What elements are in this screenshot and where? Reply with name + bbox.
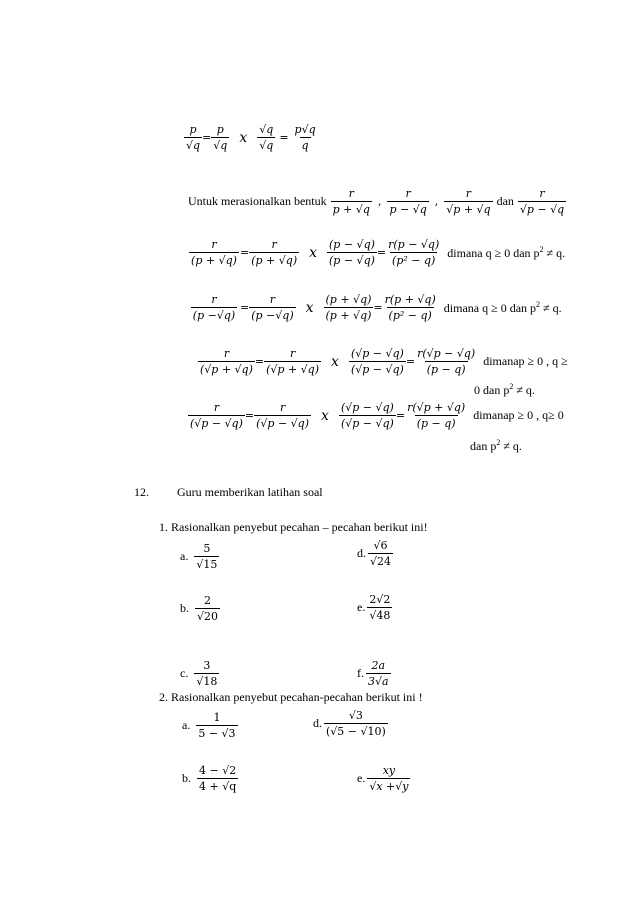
- exercise-item: a. $\frac{1}{5 - √3}$: [182, 711, 236, 740]
- times-sign: x: [305, 299, 314, 316]
- fraction: $\frac{r}{(√p - √q)}$: [190, 401, 243, 430]
- fraction: $\frac{√3}{(√5 - √10)}$: [326, 709, 386, 738]
- condition-text-continued: dan $p^2 \ne q$.: [470, 438, 522, 453]
- equals-sign: =: [405, 355, 416, 368]
- fraction: $\frac{r}{(p -√q)}$: [251, 293, 294, 322]
- fraction: $\frac{r}{(√p - √q)}$: [256, 401, 310, 430]
- equals-sign: =: [373, 301, 383, 314]
- fraction: $\frac{r}{(√p + √q)}$: [266, 347, 320, 376]
- formula-line-5: [198, 346, 568, 377]
- fraction: $\frac{4 - √2}{4 + √q}$: [199, 764, 237, 793]
- fraction: $\frac{2}{√20}$: [197, 594, 219, 623]
- equals-sign: =: [254, 355, 265, 368]
- fraction: $\frac{(√p - √q)}{(√p - √q)}$: [350, 347, 404, 376]
- exercise-item: b. $\frac{2}{√20}$: [180, 594, 219, 623]
- fraction: $\frac{r}{(p -√q)}$: [192, 293, 236, 322]
- fraction: $\frac{xy}{√x +√y}$: [369, 764, 409, 793]
- fraction: $\frac{√6}{√24}$: [370, 539, 392, 568]
- condition-text-continued: 0 dan $p^2 \ne q$.: [474, 382, 535, 397]
- fraction: $\frac{r}{(√p + √q)}$: [200, 347, 253, 376]
- fraction: $\frac{5}{√15}$: [196, 542, 218, 571]
- fraction: $\frac{r}{(p + √q)}$: [191, 238, 237, 267]
- times-sign: x: [321, 407, 329, 424]
- fraction: $\frac{(√p - √q)}{(√p - √q)}$: [340, 401, 394, 430]
- condition-text: dimanap ≥ 0 , q ≥: [483, 354, 568, 368]
- equals-sign: =: [244, 409, 255, 422]
- exercise-item: d. $\frac{√6}{√24}$: [357, 539, 392, 568]
- dan-text: dan: [496, 194, 514, 208]
- comma: ,: [377, 195, 382, 208]
- fraction: $\frac{r}{(p + √q)}$: [251, 238, 298, 267]
- fraction: $\frac{p}{√q}$: [186, 123, 201, 152]
- fraction: $\frac{p√q}{q}$: [294, 123, 316, 152]
- fraction: $\frac{r}{p + √q}$: [332, 187, 370, 216]
- condition-text: dimanap ≥ 0 , q≥ 0: [473, 408, 564, 422]
- equals-sign: =: [376, 246, 387, 259]
- fraction: $\frac{r(p + √q)}{\text{(p² − q)}}$: [384, 293, 436, 322]
- formula-line-2: [188, 186, 566, 217]
- fraction: $\frac{p}{√q}$: [213, 123, 228, 152]
- comma: ,: [434, 195, 439, 208]
- formula-line-4: [188, 292, 562, 323]
- condition-text: dimana q ≥ 0 dan $p^2 \ne q$.: [447, 244, 566, 260]
- equals-sign: =: [240, 301, 250, 314]
- times-sign: x: [309, 244, 318, 261]
- formula-line-1: [184, 122, 318, 153]
- equals-sign: =: [202, 131, 212, 144]
- fraction: $\frac{r}{√p - √q}$: [519, 187, 565, 216]
- fraction: $\frac{√q}{√q}$: [259, 123, 274, 152]
- fraction: $\frac{r}{p - √q}$: [389, 187, 427, 216]
- section-title: Guru memberikan latihan soal: [177, 485, 323, 499]
- exercise-item: b. $\frac{4 - √2}{4 + √q}$: [182, 764, 237, 793]
- exercise-item: e. $\frac{2√2}{√48}$: [357, 593, 391, 622]
- exercise-item: f. $\frac{2a}{3√a}$: [357, 659, 389, 688]
- intro-text: Untuk merasionalkan bentuk: [188, 194, 327, 208]
- question-2-label: 2. Rasionalkan penyebut pecahan-pecahan berikut ini !: [159, 690, 423, 704]
- formula-line-3: [188, 237, 565, 268]
- fraction: $\frac{r}{√p + √q}$: [446, 187, 491, 216]
- exercise-item: e. $\frac{xy}{√x +√y}$: [357, 764, 409, 793]
- exercise-item: c. $\frac{3}{√18}$: [180, 659, 218, 688]
- exercise-item: a. $\frac{5}{√15}$: [180, 542, 218, 571]
- fraction: $\frac{2√2}{√48}$: [369, 593, 391, 622]
- equals-sign: =: [395, 409, 406, 422]
- times-sign: x: [239, 129, 248, 146]
- equals-sign: =: [240, 246, 250, 259]
- times-sign: x: [331, 353, 339, 370]
- fraction: $\frac{2a}{3√a}$: [368, 659, 389, 688]
- section-number: 12.: [134, 485, 149, 499]
- fraction: $\frac{(p + √q)}{(p + √q)}$: [325, 293, 372, 322]
- fraction: $\frac{(p - √q)}{(p - √q)}$: [329, 238, 375, 267]
- fraction: $\frac{1}{5 - √3}$: [198, 711, 236, 740]
- fraction: $\frac{r(√p + √q)}{(p - q)}$: [407, 401, 466, 430]
- question-1-label: 1. Rasionalkan penyebut pecahan – pecahan berikut ini!: [159, 520, 428, 534]
- exercise-item: d. $\frac{√3}{(√5 - √10)}$: [313, 709, 386, 738]
- fraction: $\frac{r(√p - √q)}{(p - q)}$: [417, 347, 476, 376]
- equals-sign: =: [279, 131, 289, 144]
- formula-line-6: [188, 400, 564, 431]
- fraction: $\frac{r(p - √q)}{\text{(p² − q)}}$: [388, 238, 440, 267]
- condition-text: dimana q ≥ 0 dan $p^2 \ne q$.: [443, 299, 562, 315]
- fraction: $\frac{3}{√18}$: [196, 659, 218, 688]
